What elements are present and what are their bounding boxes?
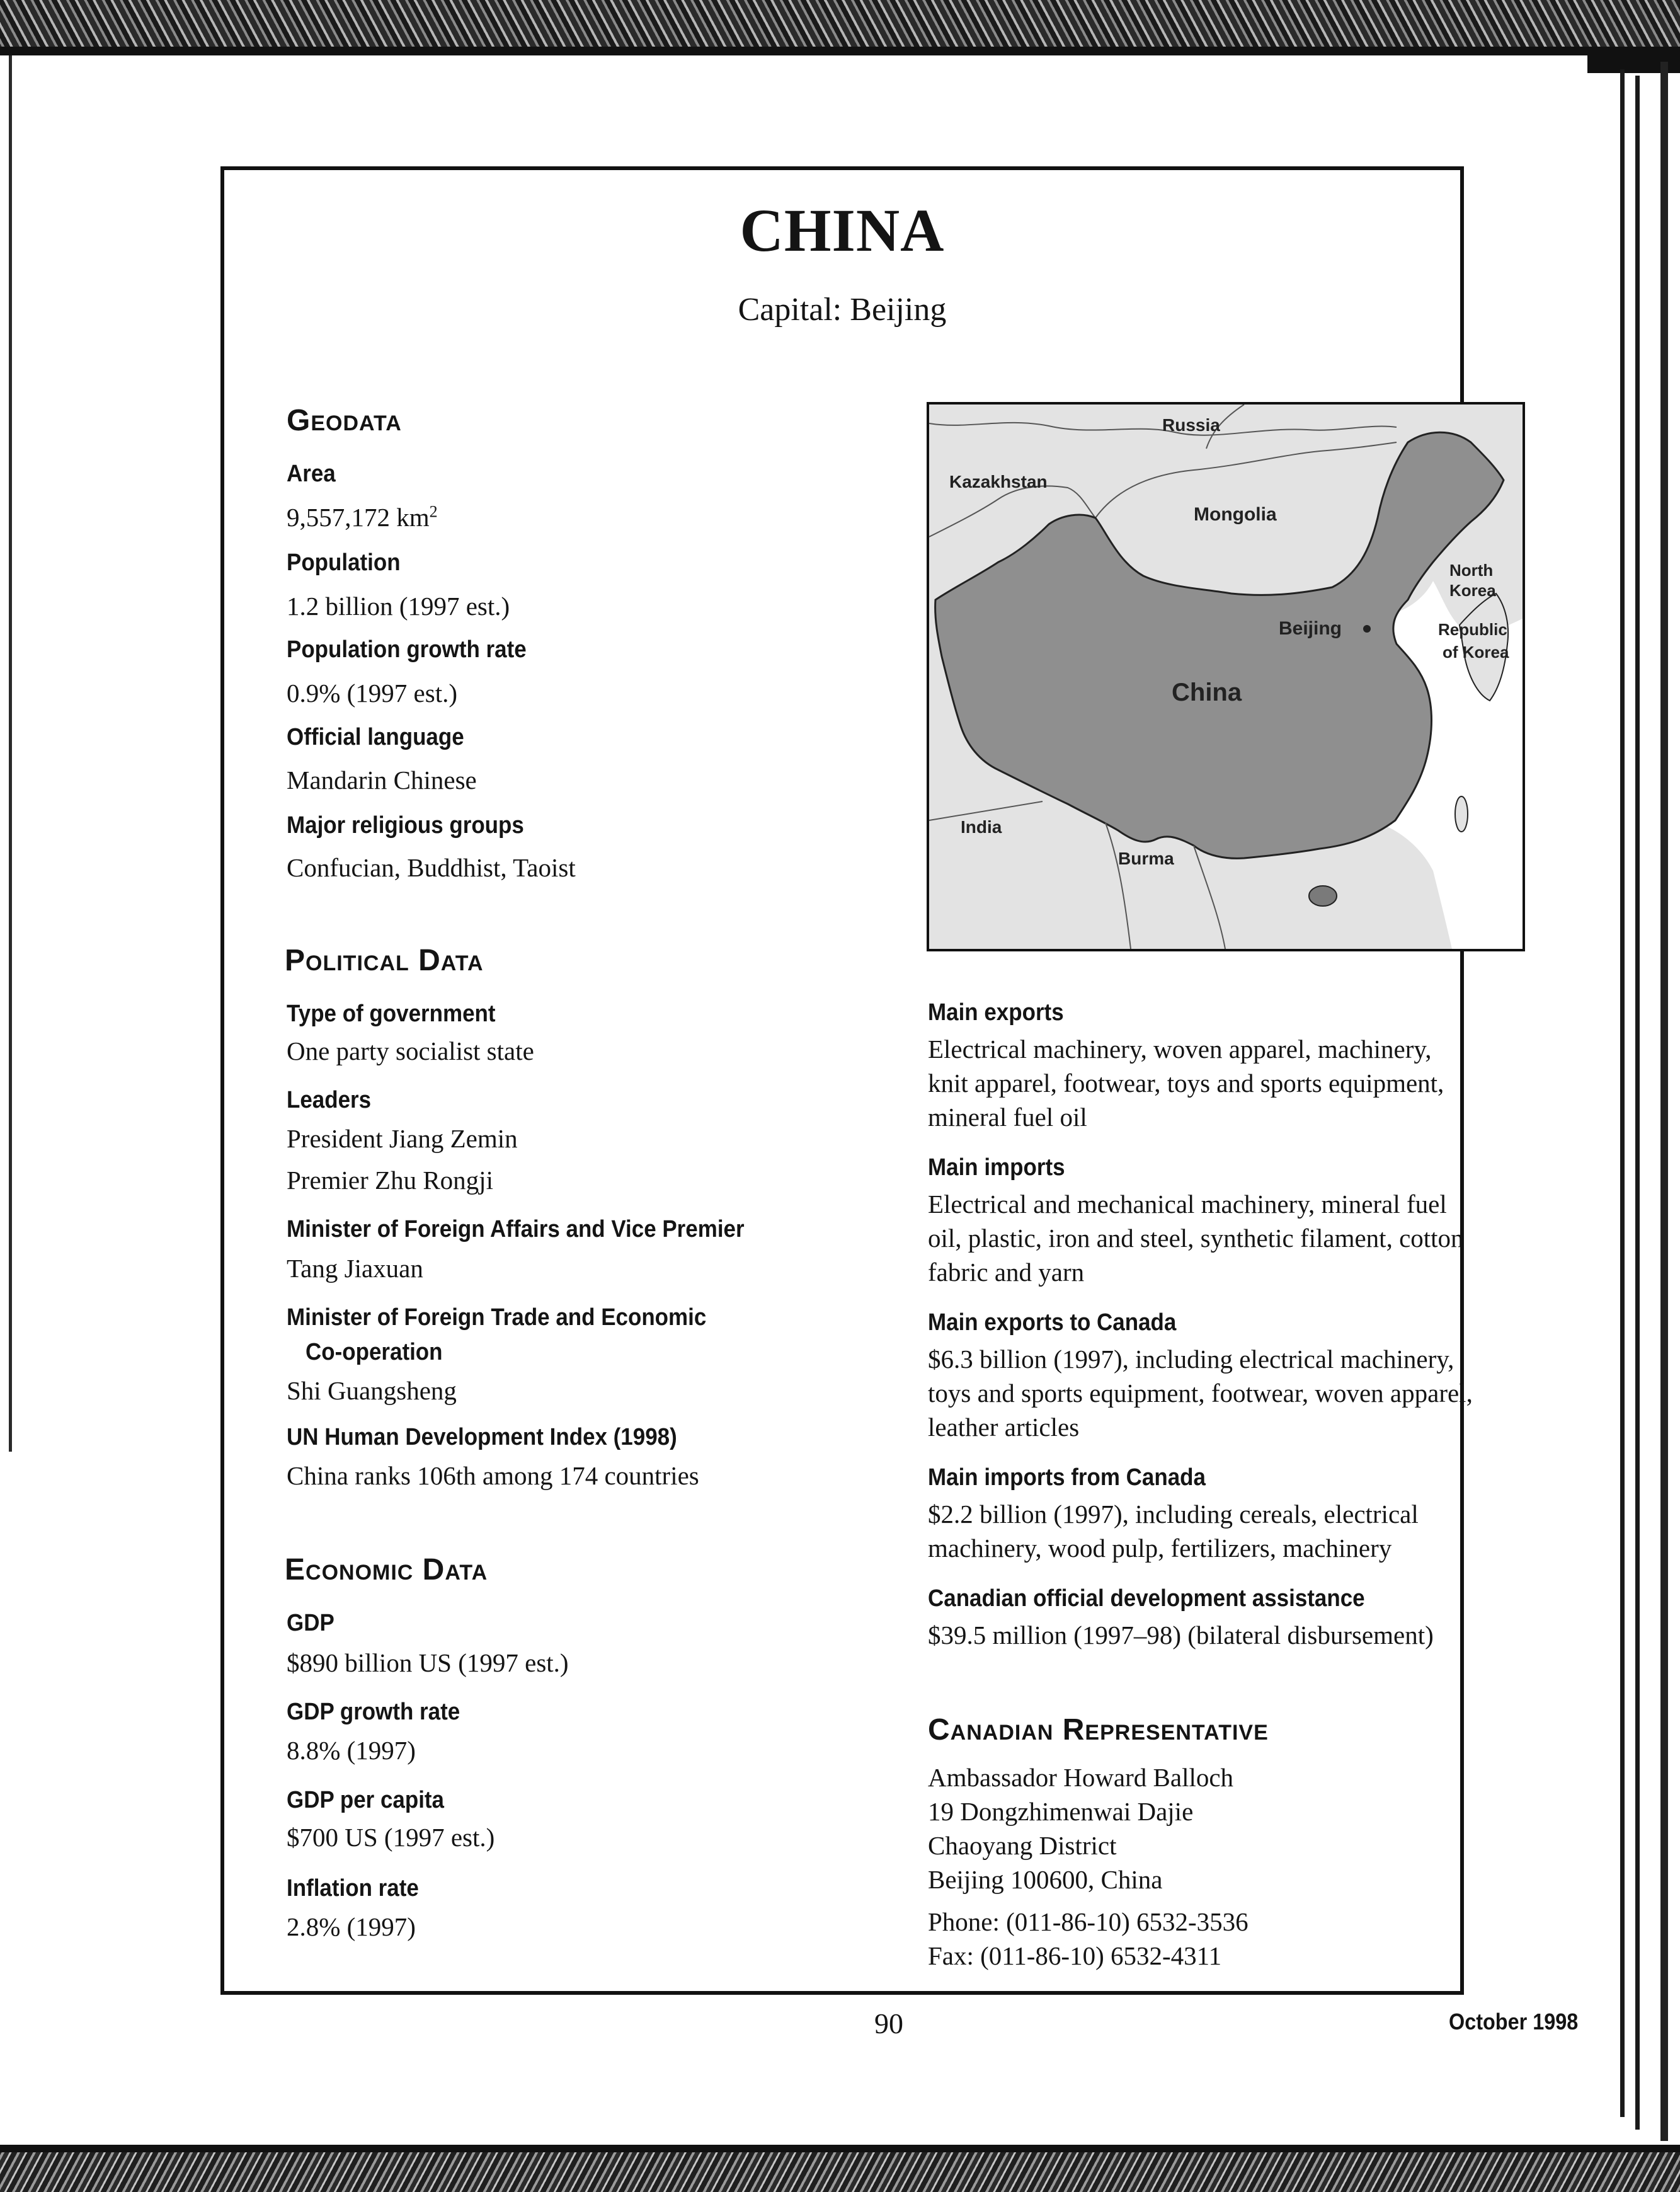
area-label: Area — [287, 461, 336, 487]
leader-president: President Jiang Zemin — [287, 1124, 518, 1153]
inflation-label: Inflation rate — [287, 1875, 419, 1902]
representative-line-4: Beijing 100600, China — [928, 1865, 1163, 1894]
gdp-growth-value: 8.8% (1997) — [287, 1736, 416, 1765]
scan-border-top — [0, 0, 1680, 55]
population-growth-label: Population growth rate — [287, 636, 527, 663]
representative-phone: Phone: (011-86-10) 6532-3536 — [928, 1907, 1249, 1936]
main-imports-line-2: oil, plastic, iron and steel, synthetic filament, cotton — [928, 1224, 1464, 1253]
map-label-republic-of-korea-2: of Korea — [1443, 643, 1509, 662]
main-imports-line-1: Electrical and mechanical machinery, mineral fuel — [928, 1190, 1447, 1219]
exports-to-canada-line-1: $6.3 billion (1997), including electrical machinery, — [928, 1345, 1454, 1374]
scan-border-bottom — [0, 2145, 1680, 2192]
scan-edge-left — [9, 55, 12, 1452]
imports-from-canada-line-1: $2.2 billion (1997), including cereals, electrical — [928, 1500, 1419, 1529]
gdp-growth-label: GDP growth rate — [287, 1699, 460, 1725]
hdi-value: China ranks 106th among 174 countries — [287, 1461, 699, 1490]
area-number: 9,557,172 km — [287, 503, 430, 532]
map-label-mongolia: Mongolia — [1194, 504, 1277, 525]
section-heading-economic: Economic Data — [285, 1553, 488, 1587]
oda-value: $39.5 million (1997–98) (bilateral disbursement) — [928, 1621, 1434, 1650]
map-graphic — [929, 405, 1523, 949]
map-label-republic-of-korea: Republic — [1438, 620, 1507, 639]
section-heading-geodata: Geodata — [287, 404, 402, 437]
inflation-value: 2.8% (1997) — [287, 1912, 416, 1941]
government-label: Type of government — [287, 1001, 496, 1027]
representative-line-2: 19 Dongzhimenwai Dajie — [928, 1797, 1194, 1826]
main-imports-line-3: fabric and yarn — [928, 1258, 1085, 1287]
foreign-minister-label: Minister of Foreign Affairs and Vice Premier — [287, 1216, 745, 1242]
section-heading-representative: Canadian Representative — [928, 1713, 1269, 1747]
trade-minister-value: Shi Guangsheng — [287, 1376, 457, 1405]
page-title: CHINA — [740, 197, 945, 264]
representative-fax: Fax: (011-86-10) 6532-4311 — [928, 1941, 1222, 1970]
main-exports-label: Main exports — [928, 999, 1064, 1026]
gdp-value: $890 billion US (1997 est.) — [287, 1648, 569, 1677]
trade-minister-label: Minister of Foreign Trade and Economic — [287, 1304, 707, 1331]
leaders-label: Leaders — [287, 1087, 372, 1113]
gdp-per-capita-label: GDP per capita — [287, 1787, 444, 1813]
map-label-kazakhstan: Kazakhstan — [949, 472, 1048, 491]
main-exports-line-1: Electrical machinery, woven apparel, machinery, — [928, 1035, 1432, 1064]
taiwan-island — [1455, 796, 1468, 832]
language-label: Official language — [287, 724, 464, 750]
imports-from-canada-label: Main imports from Canada — [928, 1464, 1206, 1491]
map-label-india: India — [961, 817, 1002, 837]
map-label-russia: Russia — [1162, 415, 1220, 435]
exports-to-canada-line-2: toys and sports equipment, footwear, woven apparel, — [928, 1379, 1473, 1408]
section-heading-political: Political Data — [285, 944, 484, 977]
population-value: 1.2 billion (1997 est.) — [287, 592, 510, 621]
population-growth-value: 0.9% (1997 est.) — [287, 679, 458, 708]
hainan-island — [1309, 886, 1337, 906]
trade-minister-label-cont: Co-operation — [306, 1339, 443, 1365]
leader-premier: Premier Zhu Rongji — [287, 1166, 493, 1195]
main-exports-line-3: mineral fuel oil — [928, 1103, 1087, 1132]
map-label-north-korea: North — [1449, 561, 1494, 580]
capital-subtitle: Capital: Beijing — [738, 292, 947, 328]
footer-date: October 1998 — [1449, 2009, 1579, 2034]
population-label: Population — [287, 549, 401, 576]
religion-label: Major religious groups — [287, 812, 524, 839]
government-value: One party socialist state — [287, 1036, 534, 1065]
main-imports-label: Main imports — [928, 1154, 1065, 1181]
exports-to-canada-line-3: leather articles — [928, 1413, 1080, 1442]
hdi-label: UN Human Development Index (1998) — [287, 1424, 677, 1450]
gdp-per-capita-value: $700 US (1997 est.) — [287, 1823, 495, 1852]
area-value — [287, 502, 438, 532]
scan-edge-right — [1620, 69, 1625, 2117]
representative-line-3: Chaoyang District — [928, 1831, 1117, 1860]
scan-edge-right — [1660, 62, 1668, 2141]
gdp-label: GDP — [287, 1610, 334, 1636]
map-label-china: China — [1172, 679, 1242, 706]
imports-from-canada-line-2: machinery, wood pulp, fertilizers, machinery — [928, 1534, 1392, 1563]
area-unit-superscript: 2 — [429, 502, 438, 521]
main-exports-line-2: knit apparel, footwear, toys and sports equipment, — [928, 1069, 1444, 1098]
beijing-marker — [1363, 625, 1371, 633]
exports-to-canada-label: Main exports to Canada — [928, 1309, 1177, 1336]
page-number: 90 — [874, 2007, 903, 2040]
religion-value: Confucian, Buddhist, Taoist — [287, 853, 576, 882]
china-map — [927, 402, 1525, 951]
map-label-burma: Burma — [1118, 849, 1174, 868]
language-value: Mandarin Chinese — [287, 766, 477, 795]
oda-label: Canadian official development assistance — [928, 1585, 1365, 1612]
representative-line-1: Ambassador Howard Balloch — [928, 1763, 1234, 1792]
foreign-minister-value: Tang Jiaxuan — [287, 1254, 423, 1283]
scan-edge-right — [1635, 76, 1640, 2130]
map-label-beijing: Beijing — [1279, 618, 1342, 639]
map-label-north-korea-2: Korea — [1449, 581, 1496, 600]
